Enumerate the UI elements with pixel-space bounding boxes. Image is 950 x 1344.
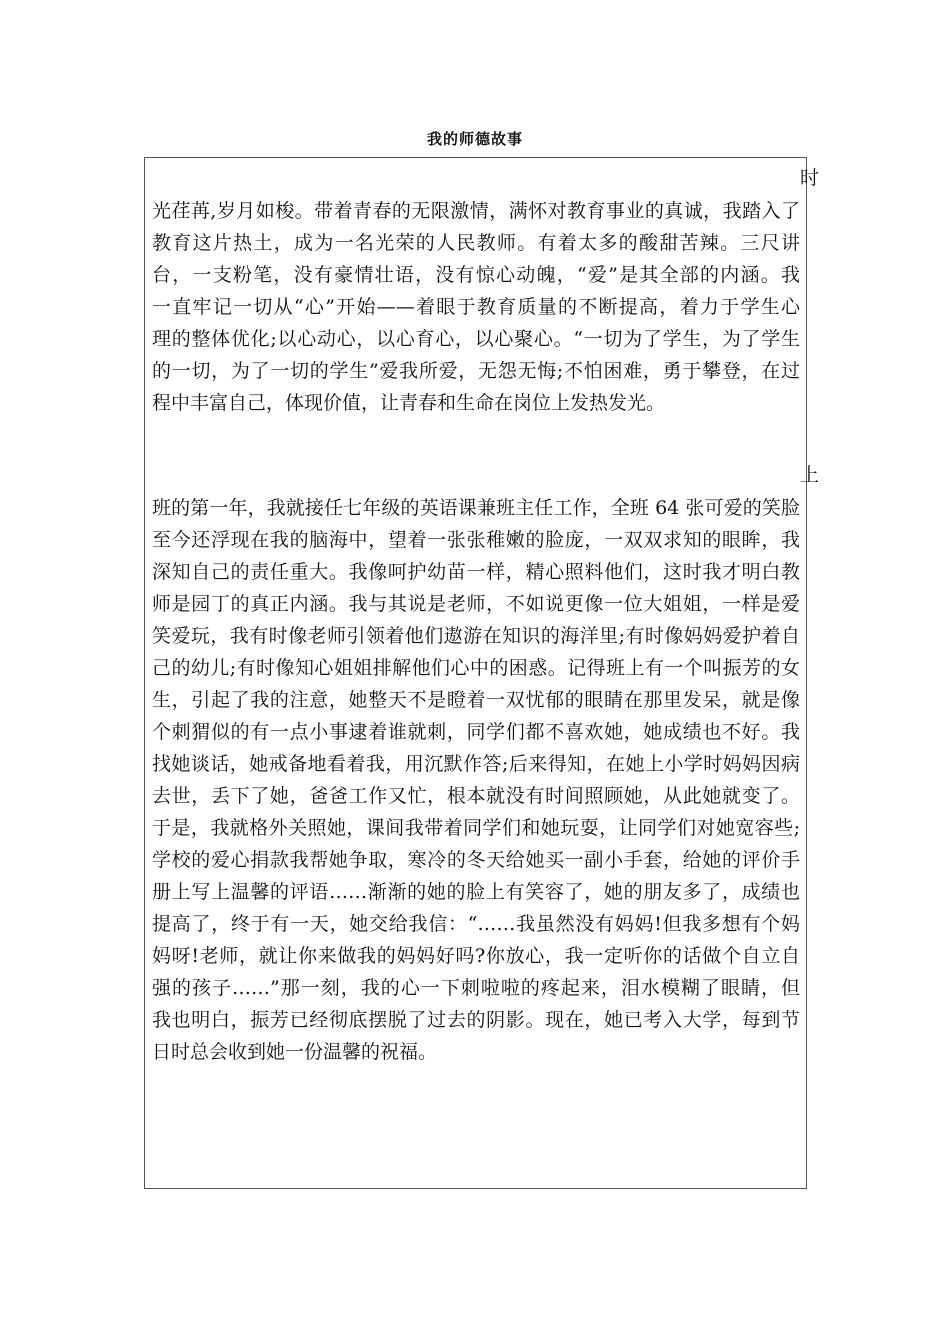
text-line: 提高了，终于有一天，她交给我信：“……我虽然没有妈妈!但我多想有个妈 xyxy=(152,913,800,935)
text-line: 理的整体优化;以心动心，以心育心，以心聚心。“一切为了学生，为了学生 xyxy=(152,328,800,350)
text-line: 生，引起了我的注意，她整天不是瞪着一双忧郁的眼睛在那里发呆，就是像 xyxy=(152,689,800,711)
text-line: 强的孩子……”那一刻，我的心一下刺啦啦的疼起来，泪水模糊了眼睛，但 xyxy=(152,977,800,999)
text-line: 己的幼儿;有时像知心姐姐排解他们心中的困惑。记得班上有一个叫振芳的女 xyxy=(152,657,800,679)
text-line: 的一切，为了一切的学生”爱我所爱，无怨无悔;不怕困难，勇于攀登，在过 xyxy=(152,360,800,382)
text-line: 日时总会收到她一份温馨的祝福。 xyxy=(152,1041,438,1063)
text-line: 光荏苒,岁月如梭。带着青春的无限激情，满怀对教育事业的真诚，我踏入了 xyxy=(152,200,800,222)
text-line: 一直牢记一切从“心”开始——着眼于教育质量的不断提高，着力于学生心 xyxy=(152,296,800,318)
paragraph-1 xyxy=(152,195,800,419)
text-line: 师是园丁的真正内涵。我与其说是老师，不如说更像一位大姐姐，一样是爱 xyxy=(152,593,800,615)
text-line: 至今还浮现在我的脑海中，望着一张张稚嫩的脸庞，一双双求知的眼眸，我 xyxy=(152,529,800,551)
text-line: 教育这片热土，成为一名光荣的人民教师。有着太多的酸甜苦辣。三尺讲 xyxy=(152,232,800,254)
text-line: 册上写上温馨的评语……渐渐的她的脸上有笑容了，她的朋友多了，成绩也 xyxy=(152,881,800,903)
text-line: 我也明白，振芳已经彻底摆脱了过去的阴影。现在，她已考入大学，每到节 xyxy=(152,1009,800,1031)
paragraph1-first-char: 时 xyxy=(800,167,820,189)
text-line: 去世，丢下了她，爸爸工作又忙，根本就没有时间照顾她，从此她就变了。 xyxy=(152,785,800,807)
text-line: 台，一支粉笔，没有豪情壮语，没有惊心动魄，“爱”是其全部的内涵。我 xyxy=(152,264,800,286)
text-line: 笑爱玩，我有时像老师引领着他们遨游在知识的海洋里;有时像妈妈爱护着自 xyxy=(152,625,800,647)
paragraph2-first-char: 上 xyxy=(800,464,820,486)
text-line: 于是，我就格外关照她，课间我带着同学们和她玩耍，让同学们对她宽容些; xyxy=(152,817,800,839)
text-line: 学校的爱心捐款我帮她争取，寒冷的冬天给她买一副小手套，给她的评价手 xyxy=(152,849,800,871)
text-line: 程中丰富自己，体现价值，让青春和生命在岗位上发热发光。 xyxy=(152,392,666,414)
text-line: 妈呀!老师，就让你来做我的妈妈好吗?你放心，我一定听你的话做个自立自 xyxy=(152,945,800,967)
text-line: 深知自己的责任重大。我像呵护幼苗一样，精心照料他们，这时我才明白教 xyxy=(152,561,800,583)
document-title: 我的师德故事 xyxy=(426,130,523,148)
text-line: 班的第一年，我就接任七年级的英语课兼班主任工作，全班 64 张可爱的笑脸 xyxy=(152,497,800,519)
paragraph-2 xyxy=(152,492,800,1068)
text-line: 找她谈话，她戒备地看着我，用沉默作答;后来得知，在她上小学时妈妈因病 xyxy=(152,753,800,775)
text-line: 个刺猬似的有一点小事逮着谁就刺，同学们都不喜欢她，她成绩也不好。我 xyxy=(152,721,800,743)
